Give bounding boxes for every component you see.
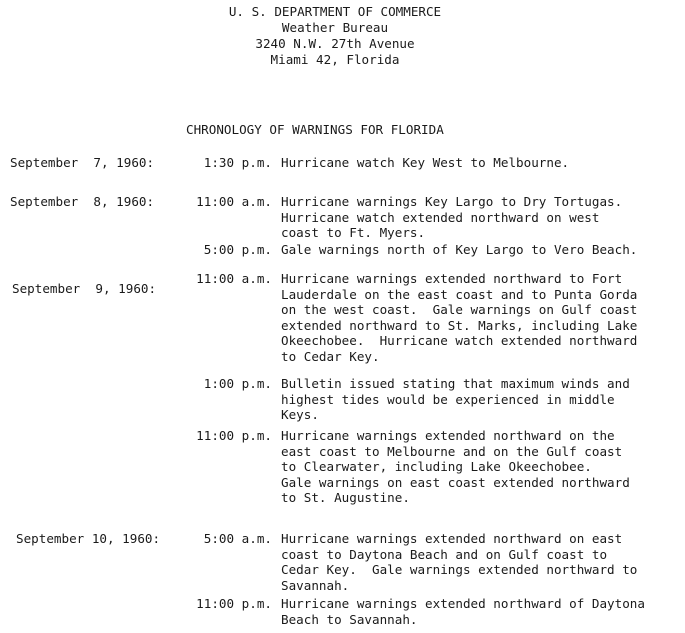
warning-time: 5:00 p.m.: [203, 242, 272, 257]
warning-text-line: Hurricane warnings extended northward on east: [281, 531, 623, 546]
city-address: Miami 42, Florida: [270, 52, 400, 67]
letterhead: [200, 4, 470, 68]
warning-date: September 9, 1960:: [12, 281, 157, 296]
warning-text-line: Gale warnings on east coast extended northward: [281, 474, 630, 490]
warning-text-line: Hurricane warnings Key Largo to Dry Tortugas.: [281, 194, 623, 209]
warning-date: September 10, 1960:: [16, 531, 161, 546]
warning-text-line: Hurricane warnings extended northward on the: [281, 428, 615, 443]
warning-text-line: highest tides would be experienced in middle: [281, 391, 615, 407]
warning-time: 1:00 p.m.: [203, 376, 272, 391]
warning-text-line: to St. Augustine.: [281, 490, 410, 506]
document-title: CHRONOLOGY OF WARNINGS FOR FLORIDA: [186, 122, 444, 137]
warning-text-line: Keys.: [281, 407, 319, 423]
warning-time: 1:30 p.m.: [203, 155, 272, 170]
department-name: U. S. DEPARTMENT OF COMMERCE: [228, 4, 442, 19]
warning-text-line: coast to Daytona Beach and on Gulf coast to: [281, 546, 608, 562]
warning-date: September 7, 1960:: [10, 155, 155, 170]
warning-date: September 8, 1960:: [10, 194, 155, 209]
warning-text-line: to Cedar Key.: [281, 349, 380, 364]
warning-text-line: Savannah.: [281, 577, 350, 593]
warning-text-line: Lauderdale on the east coast and to Punta Gorda: [281, 286, 638, 302]
warning-time: 11:00 p.m.: [196, 428, 272, 443]
warning-text-line: Hurricane watch Key West to Melbourne.: [281, 155, 570, 170]
warning-text-line: coast to Ft. Myers.: [281, 225, 426, 241]
warning-text-line: Beach to Savannah.: [281, 611, 418, 627]
warning-time: 5:00 a.m.: [203, 531, 272, 546]
warning-time: 11:00 a.m.: [196, 194, 272, 209]
warning-text-line: Bulletin issued stating that maximum winds and: [281, 376, 630, 391]
warning-text-line: Hurricane warnings extended northward to Fort: [281, 271, 623, 286]
warning-text-line: on the west coast. Gale warnings on Gulf coast: [281, 302, 638, 318]
warning-time: 11:00 a.m.: [196, 271, 272, 286]
warning-text-line: extended northward to St. Marks, including Lake: [281, 317, 638, 333]
warning-text-line: to Clearwater, including Lake Okeechobee.: [281, 459, 592, 475]
warning-text-line: Gale warnings north of Key Largo to Vero Beach.: [281, 242, 638, 257]
warning-text-line: Hurricane warnings extended northward of Daytona: [281, 596, 645, 611]
warning-time: 11:00 p.m.: [196, 596, 272, 611]
warning-text-line: east coast to Melbourne and on the Gulf coast: [281, 443, 623, 459]
warning-text-line: Okeechobee. Hurricane watch extended northward: [281, 333, 638, 349]
warning-text-line: Cedar Key. Gale warnings extended northward to: [281, 562, 638, 578]
warning-text-line: Hurricane watch extended northward on west: [281, 209, 600, 225]
bureau-name: Weather Bureau: [281, 20, 389, 35]
street-address: 3240 N.W. 27th Avenue: [255, 36, 415, 51]
